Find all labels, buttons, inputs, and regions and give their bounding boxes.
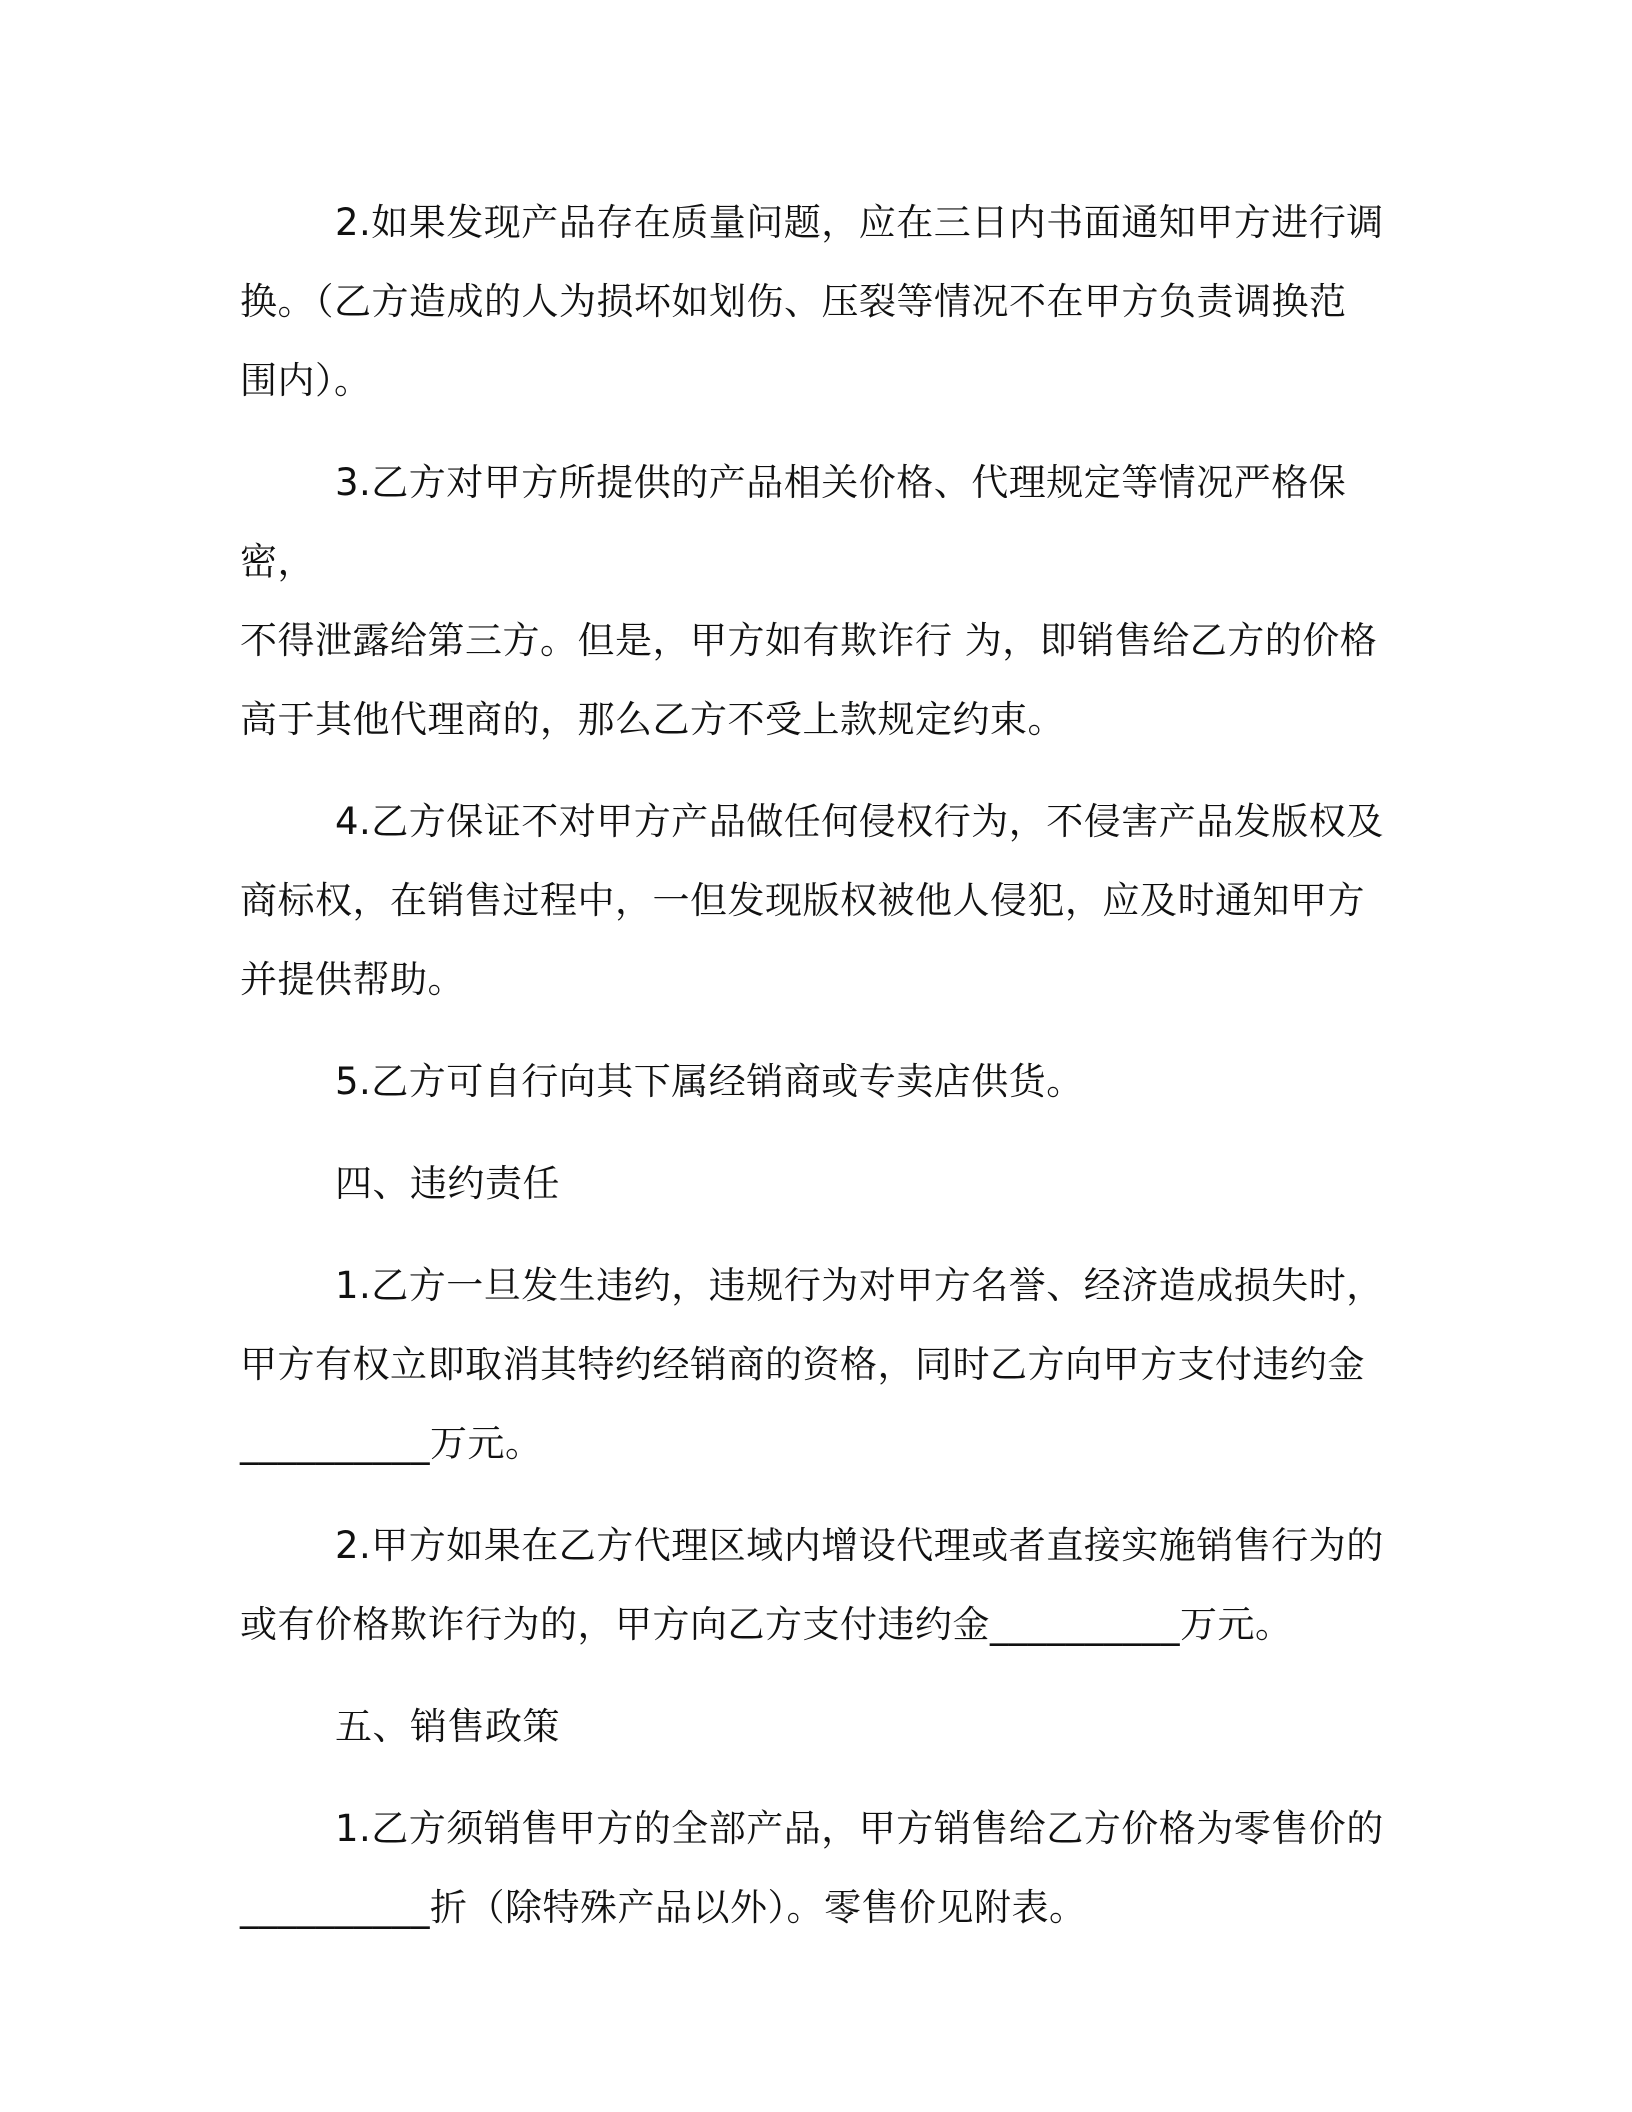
text-line: 高于其他代理商的，那么乙方不受上款规定约束。	[240, 698, 1065, 741]
paragraph-pricing	[240, 1789, 1420, 1947]
heading-text: 四、违约责任	[335, 1162, 560, 1205]
text-line: 1.乙方一旦发生违约，违规行为对甲方名誉、经济造成损失时，	[335, 1264, 1384, 1307]
text-line: 围内）。	[240, 359, 372, 402]
text-line: __________折（除特殊产品以外）。零售价见附表。	[240, 1886, 1087, 1929]
paragraph-breach-party-a	[240, 1506, 1420, 1664]
paragraph-breach-party-b	[240, 1246, 1420, 1483]
paragraph-confidentiality	[240, 443, 1420, 759]
text-line: 并提供帮助。	[240, 958, 465, 1001]
text-line: __________万元。	[240, 1422, 543, 1465]
paragraph-quality-issue	[240, 183, 1420, 420]
text-line: 4.乙方保证不对甲方产品做任何侵权行为，不侵害产品发版权及	[335, 800, 1384, 843]
section-heading-breach	[240, 1144, 1420, 1223]
paragraph-supply	[240, 1042, 1420, 1121]
text-line: 5.乙方可自行向其下属经销商或专卖店供货。	[335, 1060, 1084, 1103]
text-line: 甲方有权立即取消其特约经销商的资格，同时乙方向甲方支付违约金	[240, 1343, 1365, 1386]
paragraph-infringement	[240, 782, 1420, 1019]
text-line: 1.乙方须销售甲方的全部产品，甲方销售给乙方价格为零售价的	[335, 1807, 1384, 1850]
text-line: 商标权，在销售过程中，一但发现版权被他人侵犯，应及时通知甲方	[240, 879, 1365, 922]
text-line: 不得泄露给第三方。但是，甲方如有欺诈行 为，即销售给乙方的价格	[240, 619, 1378, 662]
text-line: 或有价格欺诈行为的，甲方向乙方支付违约金__________万元。	[240, 1603, 1293, 1646]
section-heading-sales-policy	[240, 1687, 1420, 1766]
heading-text: 五、销售政策	[335, 1705, 560, 1748]
text-line: 2.甲方如果在乙方代理区域内增设代理或者直接实施销售行为的	[335, 1524, 1384, 1567]
text-line: 3.乙方对甲方所提供的产品相关价格、代理规定等情况严格保密，	[240, 461, 1347, 583]
text-line: 换。（乙方造成的人为损坏如划伤、压裂等情况不在甲方负责调换范	[240, 280, 1347, 323]
document-body	[240, 183, 1420, 1947]
text-line: 2.如果发现产品存在质量问题，应在三日内书面通知甲方进行调	[335, 201, 1384, 244]
